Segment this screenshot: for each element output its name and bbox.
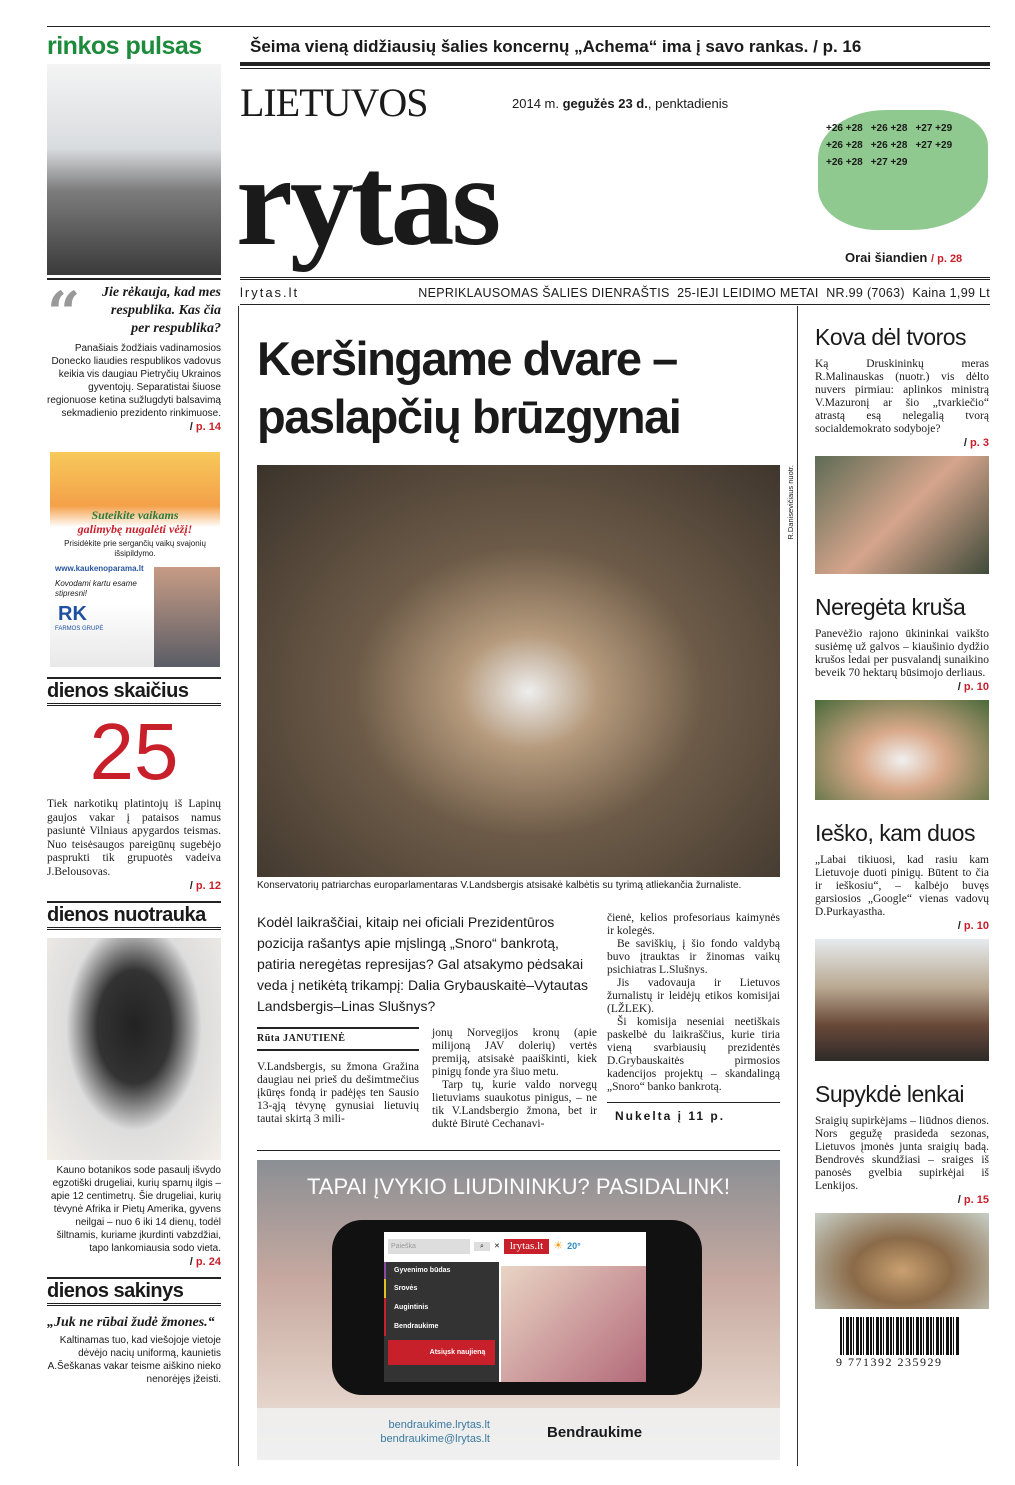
phone (332, 1220, 702, 1395)
phone-menu-item[interactable]: Bendraukime (384, 1317, 499, 1336)
main-photo[interactable] (257, 465, 780, 877)
top-rule-thin (240, 68, 990, 69)
sentence-quote: „Juk ne rūbai žudė žmones.“ (47, 1315, 215, 1330)
quote-ref[interactable]: / p. 14 (189, 421, 221, 433)
issue-date: 2014 m. gegužės 23 d., penktadienis (512, 96, 729, 111)
section-dienos-sakinys: dienos sakinys (47, 1277, 221, 1306)
barcode (840, 1317, 960, 1355)
weather-temp: +27 +29 (915, 140, 953, 151)
ad-signature: Kovodami kartu esame stipresni! (55, 579, 137, 598)
phone-menu-item[interactable]: Augintinis (384, 1298, 499, 1317)
weather-link[interactable]: Orai šiandien / p. 28 (845, 250, 963, 265)
ad-email[interactable]: bendraukime@lrytas.lt (380, 1433, 490, 1445)
phone-menu-item[interactable]: Gyvenimo būdas (384, 1262, 499, 1279)
search-icon[interactable]: ⌕ (474, 1242, 490, 1251)
quote-block[interactable] (47, 284, 221, 338)
section-dienos-skaicius: dienos skaičius (47, 677, 221, 706)
right-story (815, 818, 989, 1061)
ad-logo-sub: FARMOS GRUPĖ (55, 626, 104, 632)
continued-link[interactable]: Nukelta į 11 p. (615, 1109, 726, 1123)
top-teaser-headline: Šeima vieną didžiausių šalies koncernų „Achema“ ima į savo rankas. (250, 37, 809, 56)
charity-ad[interactable] (50, 452, 220, 667)
bendraukime-logo: Bendraukime (547, 1424, 643, 1441)
top-teaser[interactable] (250, 36, 861, 58)
weather-map[interactable] (818, 110, 988, 230)
section-dienos-nuotrauka: dienos nuotrauka (47, 901, 221, 930)
masthead-info: NEPRIKLAUSOMAS ŠALIES DIENRAŠTIS 25-IEJI LEIDIMO METAI NR.99 (7063) Kaina 1,99 Lt (418, 286, 990, 300)
column-divider (238, 306, 239, 1466)
article-col-1: V.Landsbergis, su žmona Gražina daugiau nei prieš du dešimtmečius įkūręs fondą ir padėjęs ten Sausio 13-ąją tėvynę gynusiai lietuvių tautai skirtą 3 mili- (257, 1061, 419, 1125)
masthead-rule-bottom (240, 304, 990, 305)
ad-url[interactable]: www.kaukenoparama.lt (55, 564, 144, 573)
quote-mark-icon: “ (47, 284, 81, 328)
top-rule-thick (240, 62, 990, 66)
right-story (815, 1079, 989, 1309)
weather-temp: +26 +28 (870, 140, 908, 151)
right-story-ref[interactable]: / p. 15 (957, 1194, 989, 1206)
right-story-title[interactable]: Ieško, kam duos (815, 820, 975, 846)
hail-photo (815, 700, 989, 800)
masthead-rule (240, 277, 990, 280)
right-story-ref[interactable]: / p. 10 (957, 681, 989, 693)
phone-send-button[interactable]: Atsiųsk naujieną (388, 1340, 495, 1365)
right-story-text: Sraigių supirkėjams – liūdnos dienos. Nors gegužę prasideda sezonas, Lietuvos įmonės junta sraigių badą. Bendrovės skundžiasi – sraiges iš panosės gvelbia supirkėjai iš Lenkijos. (815, 1115, 989, 1192)
weather-temp: +26 +28 (826, 123, 863, 134)
article-col-2: jonų Norvegijos kronų (apie milijoną JAV dolerių) vertės premiją, atsisakė paaiškinti, kiek pinigų fonde yra šiuo metu. Tarp tų, kurie valdo norvegų lietuviams suaukotus pinigus, – ne tik V.Landsbergio žmona, bet ir duktė Birutė Cechanavi- (432, 1027, 597, 1130)
right-story-ref[interactable]: / p. 10 (957, 920, 989, 932)
section-rinkos-pulsas: rinkos pulsas (47, 32, 202, 60)
ad-banner-headline: TAPAI ĮVYKIO LIUDININKU? PASIDALINK! (306, 1174, 730, 1199)
right-story-text: Panevėžio rajono ūkininkai vaikšto susiėmę už galvos – kiaušinio dydžio krušos ledai per pusvalandį sunaikino beveik 70 hektarų būsimojo derliaus. (815, 628, 989, 679)
right-story-title[interactable]: Supykdė lenkai (815, 1081, 964, 1107)
right-story (815, 592, 989, 800)
phone-search-input[interactable]: Paieška (388, 1239, 470, 1254)
right-story-ref[interactable]: / p. 3 (963, 437, 989, 449)
close-icon[interactable]: ✕ (494, 1242, 500, 1250)
top-rule (47, 26, 990, 27)
quote-text: Panašiais žodžiais vadinamosios Donecko liaudies respublikos vadovus keikia vis daugiau Pietryčių Ukrainos gyventojų. Separatistai šiuose regionuose ketina sužlugdyti balsavimą sekmadienio prezidento rinkimuose. (47, 343, 221, 419)
article-bottom-rule (257, 1150, 780, 1151)
weather-temp: +26 +28 (870, 123, 908, 134)
photo-ref[interactable]: / p. 24 (189, 1256, 221, 1268)
left-column (47, 278, 221, 1386)
masthead-lietuvos: LIETUVOS (240, 80, 428, 125)
right-story (815, 322, 989, 574)
phone-people-photo (501, 1266, 646, 1382)
sentence-text: Kaltinamas tuo, kad viešojoje vietoje dėvėjo nacių uniformą, kaunietis A.Šeškanas vakar teisme aiškino nieko nenorėjęs įžeisti. (47, 1335, 221, 1385)
photo-credit: R.Danisevičiaus nuotr. (786, 465, 795, 540)
statue-photo (47, 64, 221, 275)
quote-title: Jie rėkauja, kad mes respublika. Kas čia per respublika? (102, 285, 221, 336)
top-teaser-ref: / p. 16 (813, 37, 862, 56)
butterfly-photo (47, 938, 221, 1160)
number-text: Tiek narkotikų platintojų iš Lapinų gaujos vakar į pataisos namus pasiuntė Vilniaus apygardos teismas. Nuo teisėsaugos pareigūnų sugebėjo pasprukti tik grupuotės vadeiva J.Belousovas. (47, 798, 221, 878)
right-story-title[interactable]: Neregėta kruša (815, 594, 966, 620)
snails-photo (815, 1213, 989, 1309)
column-divider (797, 306, 798, 1466)
weather-temp: +26 +28 (826, 140, 863, 151)
phone-logo: lrytas.lt (504, 1239, 549, 1254)
ad-headline-2: galimybę nugalėti vėžį! (77, 522, 193, 536)
weather-temp: +27 +29 (915, 123, 953, 134)
barcode-number: 9 771392 235929 (836, 1355, 943, 1369)
author-byline: Rūta JANUTIENĖ (257, 1033, 346, 1044)
number-ref[interactable]: / p. 12 (189, 880, 221, 892)
phone-temp: 20° (567, 1240, 581, 1251)
photo-caption: Konservatorių patriarchas europarlamentaras V.Landsbergis atsisakė kalbėtis su tyrimą atliekančia žurnaliste. (257, 880, 742, 891)
weather-temp: +27 +29 (870, 157, 908, 168)
right-story-text: Ką Druskininkų meras R.Malinauskas (nuotr.) vis dėlto nuvers pirmiau: aplinkos ministrą V.Mazuronį ar šio „tvarkiečio“ atrastą esą nelegalią tvorą socialdemokrato sodyboje? (815, 358, 989, 435)
ad-logo: RK (58, 603, 87, 625)
lrytas-ad-banner[interactable] (257, 1160, 780, 1460)
malinauskas-photo (815, 456, 989, 574)
right-story-title[interactable]: Kova dėl tvoros (815, 324, 967, 350)
weather-temp: +26 +28 (826, 157, 863, 168)
day-number: 25 (89, 707, 179, 796)
purkayastha-photo (815, 939, 989, 1061)
photo-text: Kauno botanikos sode pasaulį išvydo egzotiški drugeliai, kurių sparnų ilgis – apie 12 centimetrų. Šie drugeliai, kurių tėvynė Afrika ir Pietų Amerika, gyvens neilgai – nuo 6 iki 14 dienų, todėl šiltnamis, kuriame įkurdinti vabzdžiai, tapo lankomiausia sodo vieta. (50, 1165, 221, 1254)
main-headline[interactable]: Keršingame dvare – paslapčių brūzgynai (257, 332, 681, 443)
sun-icon: ☀ (553, 1239, 564, 1252)
masthead-rytas: rytas (236, 130, 499, 272)
ad-headline-1: Suteikite vaikams (91, 508, 179, 522)
ad-url[interactable]: bendraukime.lrytas.lt (388, 1419, 490, 1431)
ad-text: Prisidėkite prie sergančių vaikų svajonių išsipildymo. (64, 539, 206, 558)
right-story-text: „Labai tikiuosi, kad rasiu kam Lietuvoje duoti pinigų. Būtent to čia ir ieškosiu“, – kalbėjo buvęs garsiosios „Google“ vienas vadovų D.Purkayastha. (815, 854, 989, 918)
phone-menu-item[interactable]: Srovės (384, 1279, 499, 1298)
article-lead: Kodėl laikraščiai, kitaip nei oficiali Prezidentūros pozicija rašantys apie mįslingą „Snoro“ bankrotą, patiria neregėtas represijas? Gal atsakymo pėdsakai veda į netikėtą trikampį: Dalia Grybauskaitė–Vytautas Landsbergis–Linas Slušnys? (257, 914, 588, 1014)
right-column (815, 322, 989, 1369)
article-col-3: čienė, kelios profesoriaus kaimynės ir kolegės. Be saviškių, į šio fondo valdybą buvo įtrauktas ir žinomas vaikų psichiatras L.Slušnys. Jis vadovauja ir Lietuvos žurnalistų ir leidėjų etikos komisijai (LŽLEK). Ši komisija neseniai neetiškais paskelbė du laikraščius, kurie tiria vieną svarbiausių prezidentės D.Grybauskaitės pirmosios kadencijos projektų – skandalingą „Snoro“ banko bankrotą. (607, 912, 780, 1093)
article (257, 912, 780, 1131)
website-label[interactable]: lrytas.lt (240, 285, 300, 300)
